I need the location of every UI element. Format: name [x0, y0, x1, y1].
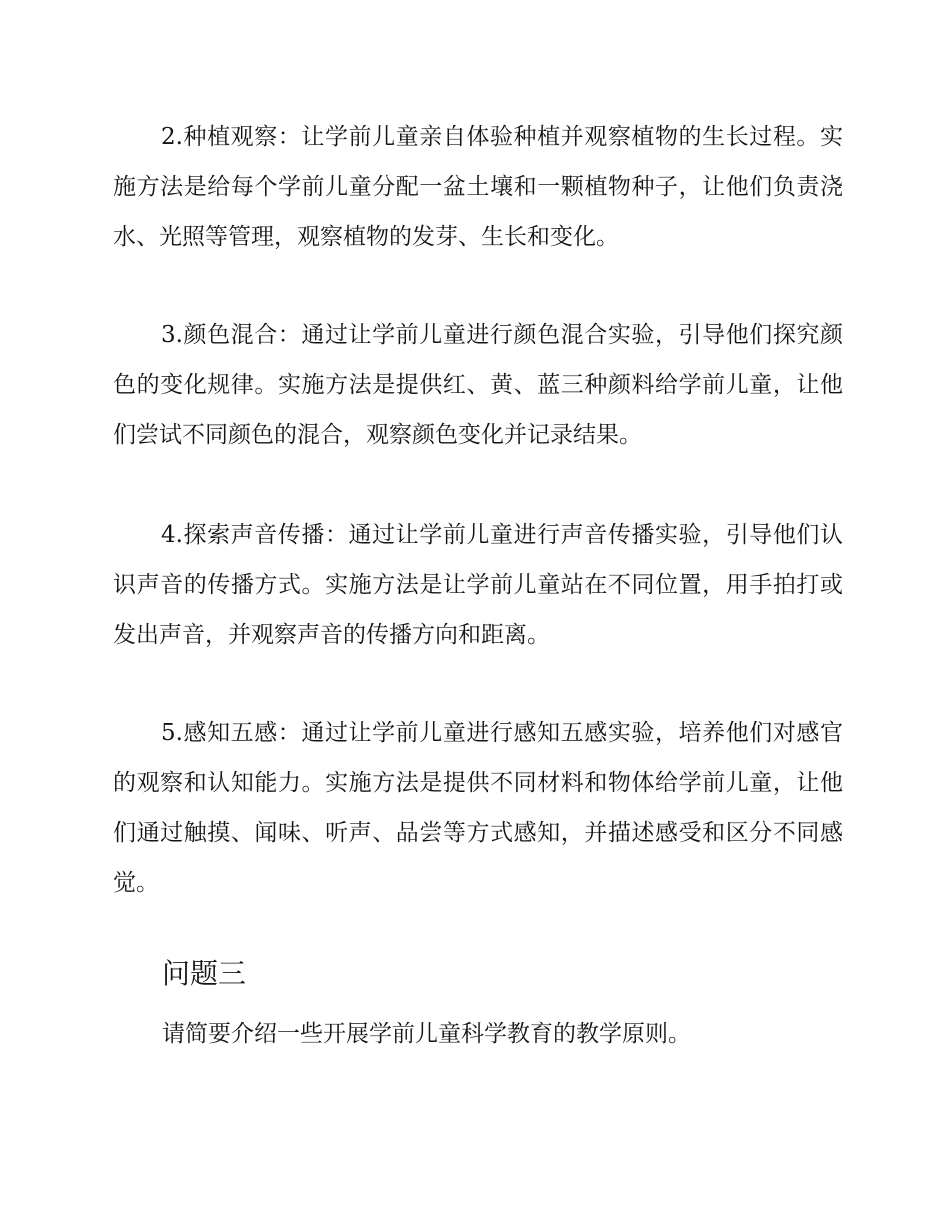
paragraph-planting-observation: 2.种植观察：让学前儿童亲自体验种植并观察植物的生长过程。实施方法是给每个学前儿童分配一盆土壤和一颗植物种子，让他们负责浇水、光照等管理，观察植物的发芽、生长和变化。 [113, 124, 843, 250]
paragraph-color-mixing: 3.颜色混合：通过让学前儿童进行颜色混合实验，引导他们探究颜色的变化规律。实施方法是提供红、黄、蓝三种颜料给学前儿童，让他们尝试不同颜色的混合，观察颜色变化并记录结果。 [113, 322, 843, 448]
paragraph-five-senses: 5.感知五感：通过让学前儿童进行感知五感实验，培养他们对感官的观察和认知能力。实施方法是提供不同材料和物体给学前儿童，让他们通过触摸、闻味、听声、品尝等方式感知，并描述感受和区分不同感觉。 [113, 720, 843, 896]
section-heading: 问题三 [162, 957, 247, 990]
question-text: 请简要介绍一些开展学前儿童科学教育的教学原则。 [162, 1021, 691, 1047]
paragraph-sound-propagation: 4.探索声音传播：通过让学前儿童进行声音传播实验，引导他们认识声音的传播方式。实施方法是让学前儿童站在不同位置，用手拍打或发出声音，并观察声音的传播方向和距离。 [113, 522, 843, 648]
